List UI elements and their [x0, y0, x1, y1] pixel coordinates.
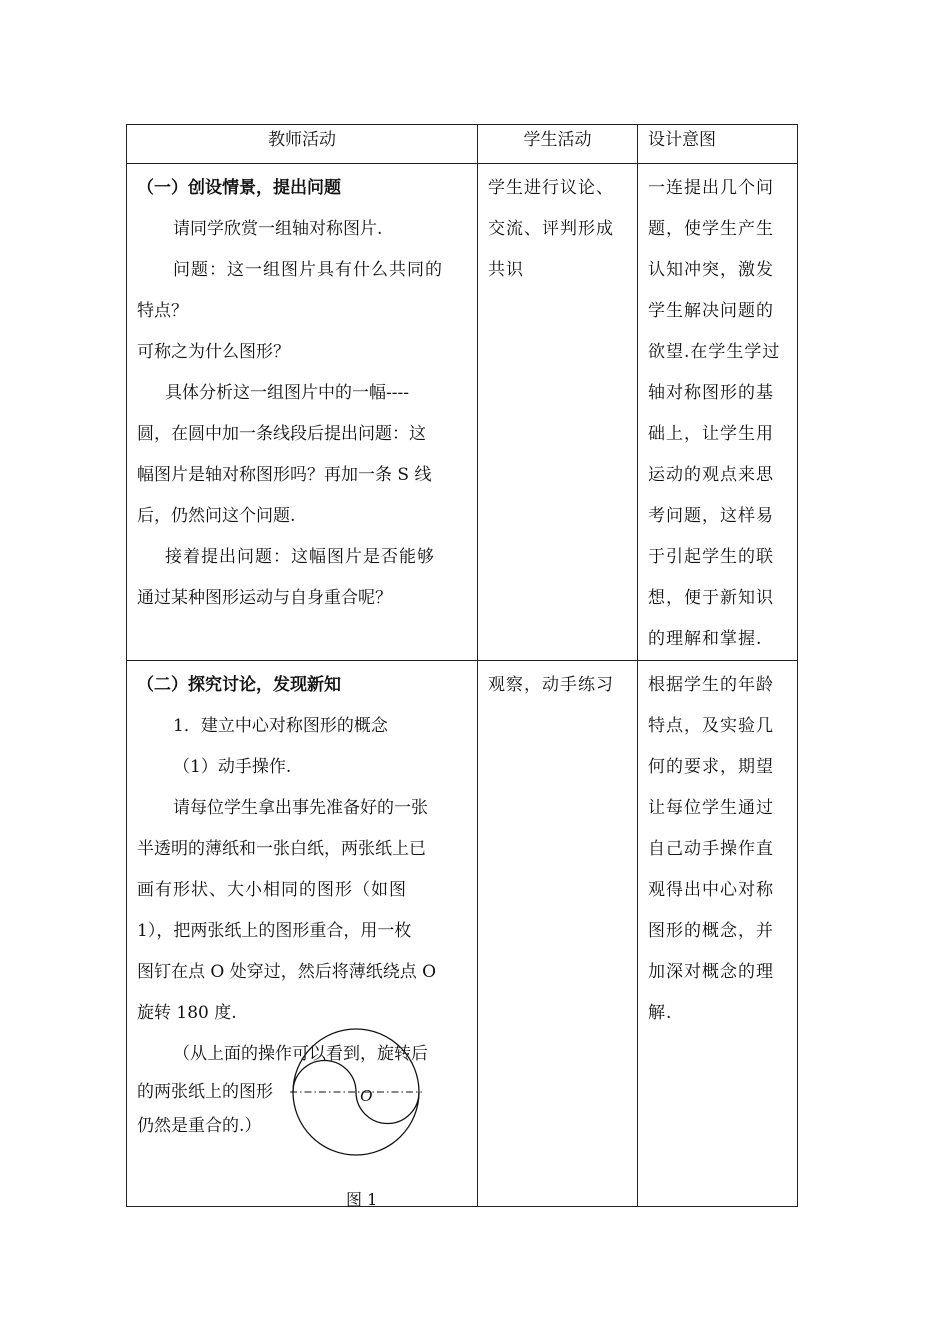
teacher-line: 旋转 180 度. — [137, 1003, 237, 1023]
teacher-line: 可称之为什么图形？ — [137, 342, 290, 362]
teacher-line: 1），把两张纸上的图形重合，用一枚 — [137, 921, 412, 941]
intent-line: 运动的观点来思 — [648, 465, 774, 485]
teacher-line: 请每位学生拿出事先准备好的一张 — [173, 798, 428, 818]
header-teacher-activity: 教师活动 — [127, 125, 478, 164]
intent-line: 根据学生的年龄 — [648, 675, 774, 695]
student-line: 学生进行议论、 — [488, 178, 614, 198]
teacher-line: 接着提出问题：这幅图片是否能够 — [165, 547, 435, 567]
intent-line: 的理解和掌握. — [648, 629, 763, 649]
teacher-line: 的两张纸上的图形 — [137, 1082, 273, 1102]
point-o-label: O — [360, 1086, 373, 1105]
intent-line: 认知冲突，激发 — [648, 260, 774, 280]
intent-line: 观得出中心对称 — [648, 880, 774, 900]
teacher-line: 通过某种图形运动与自身重合呢？ — [137, 588, 392, 608]
intent-line: 自己动手操作直 — [648, 839, 774, 859]
teacher-line: （1）动手操作. — [173, 757, 292, 777]
teacher-line: 问题：这一组图片具有什么共同的 — [173, 260, 443, 280]
intent-line: 图形的概念，并 — [648, 921, 774, 941]
student-activity-cell — [478, 164, 638, 661]
intent-line: 特点，及实验几 — [648, 716, 774, 736]
intent-line: 考问题，这样易 — [648, 506, 774, 526]
student-line: 共识 — [488, 260, 524, 280]
header-student-activity: 学生活动 — [478, 125, 638, 164]
teacher-line: 画有形状、大小相同的图形（如图 — [137, 880, 407, 900]
teacher-line: 1．建立中心对称图形的概念 — [173, 716, 388, 736]
figure-caption: 图 1 — [346, 1190, 378, 1209]
table-row-section2 — [127, 661, 798, 1207]
intent-line: 加深对概念的理 — [648, 962, 774, 982]
student-activity-cell — [478, 661, 638, 1207]
header-design-intent: 设计意图 — [638, 125, 798, 164]
design-intent-cell — [638, 164, 798, 661]
table-header-row — [127, 125, 798, 164]
intent-line: 于引起学生的联 — [648, 547, 774, 567]
intent-line: 让每位学生通过 — [648, 798, 774, 818]
teacher-line: 半透明的薄纸和一张白纸，两张纸上已 — [137, 839, 426, 859]
teacher-line: 幅图片是轴对称图形吗？再加一条 S 线 — [137, 465, 432, 485]
intent-line: 础上，让学生用 — [648, 424, 774, 444]
teacher-line: 请同学欣赏一组轴对称图片. — [173, 219, 383, 239]
intent-line: 想，便于新知识 — [648, 588, 774, 608]
design-intent-cell — [638, 661, 798, 1207]
intent-line: 欲望.在学生学过 — [648, 342, 781, 362]
student-line: 交流、评判形成 — [488, 219, 614, 239]
teacher-activity-cell — [127, 164, 478, 661]
teacher-line: 仍然是重合的.） — [137, 1116, 262, 1136]
teacher-line: 圆，在圆中加一条线段后提出问题：这 — [137, 424, 426, 444]
intent-line: 题，使学生产生 — [648, 219, 774, 239]
teacher-line: 图钉在点 O 处穿过，然后将薄纸绕点 O — [137, 962, 437, 982]
s-curve — [293, 1061, 419, 1124]
figure-1-diagram — [286, 1026, 426, 1158]
intent-line: 何的要求，期望 — [648, 757, 774, 777]
teacher-line: （从上面的操作可以看到，旋转后 — [173, 1044, 428, 1064]
table-row-section1 — [127, 164, 798, 661]
section-title: （一）创设情景，提出问题 — [137, 178, 341, 198]
intent-line: 学生解决问题的 — [648, 301, 774, 321]
teacher-line: 特点？ — [137, 301, 188, 321]
student-line: 观察，动手练习 — [488, 675, 614, 695]
section-title: （二）探究讨论，发现新知 — [137, 675, 341, 695]
intent-line: 解. — [648, 1003, 673, 1023]
intent-line: 轴对称图形的基 — [648, 383, 774, 403]
lesson-plan-table — [126, 124, 798, 1207]
teacher-line: 具体分析这一组图片中的一幅---- — [165, 383, 409, 403]
teacher-line: 后，仍然问这个问题. — [137, 506, 296, 526]
intent-line: 一连提出几个问 — [648, 178, 774, 198]
